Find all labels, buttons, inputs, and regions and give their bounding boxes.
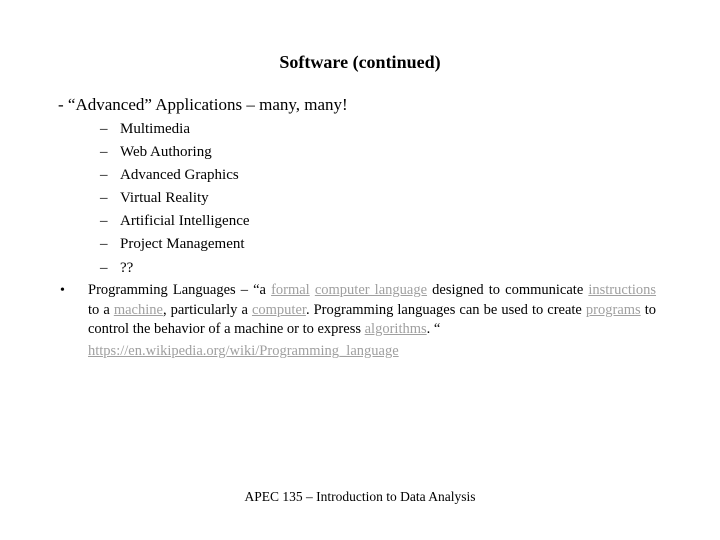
link-formal[interactable]: formal — [271, 282, 310, 298]
list-item — [100, 234, 250, 257]
dash-marker: – — [100, 121, 108, 137]
sub-list — [100, 119, 250, 281]
paragraph-text: to a — [88, 301, 114, 318]
link-computer-language[interactable]: computer language — [314, 282, 428, 298]
paragraph-text: Programming Languages – “a — [88, 282, 272, 298]
paragraph-text: , particularly a — [162, 301, 252, 318]
dash-marker: – — [100, 167, 108, 184]
main-list-item: - “Advanced” Applications – many, many! — [58, 95, 348, 114]
list-item — [100, 211, 250, 234]
list-item — [100, 258, 250, 281]
slide-footer: APEC 135 – Introduction to Data Analysis — [244, 489, 476, 504]
dash-marker: – — [100, 144, 108, 161]
source-url: https://en.wikipedia.org/wiki/Programming_language — [88, 343, 399, 359]
slide-title: Software (continued) — [279, 52, 441, 72]
list-item-label: Project Management — [120, 236, 245, 253]
list-item-label: Artificial Intelligence — [120, 213, 250, 230]
link-computer[interactable]: computer — [251, 301, 306, 318]
paragraph-text: designed to communicate — [427, 282, 589, 298]
link-algorithms[interactable]: algorithms — [364, 321, 427, 337]
list-item — [100, 188, 250, 211]
bullet-marker: • — [60, 283, 65, 298]
link-programs[interactable]: programs — [585, 301, 641, 318]
list-item — [100, 165, 250, 188]
dash-marker: – — [100, 190, 108, 207]
list-item-label: ?? — [120, 259, 134, 276]
dash-marker: – — [100, 236, 108, 253]
link-machine[interactable]: machine — [113, 301, 163, 318]
programming-languages-paragraph — [88, 281, 656, 340]
dash-marker: – — [100, 259, 108, 276]
paragraph-text: . “ — [426, 321, 441, 337]
list-item — [100, 119, 250, 142]
paragraph-text: . Programming languages can be used to create — [305, 301, 586, 318]
list-item-label: Web Authoring — [120, 144, 212, 161]
list-item — [100, 142, 250, 165]
dash-marker: – — [100, 213, 108, 230]
paragraph-text: to control the behavior of a machine or to express — [88, 301, 656, 337]
list-item-label: Advanced Graphics — [120, 167, 239, 184]
link-instructions[interactable]: instructions — [588, 282, 657, 298]
list-item-label: Multimedia — [120, 121, 190, 137]
list-item-label: Virtual Reality — [120, 190, 209, 207]
wikipedia-source-link[interactable] — [60, 343, 399, 360]
